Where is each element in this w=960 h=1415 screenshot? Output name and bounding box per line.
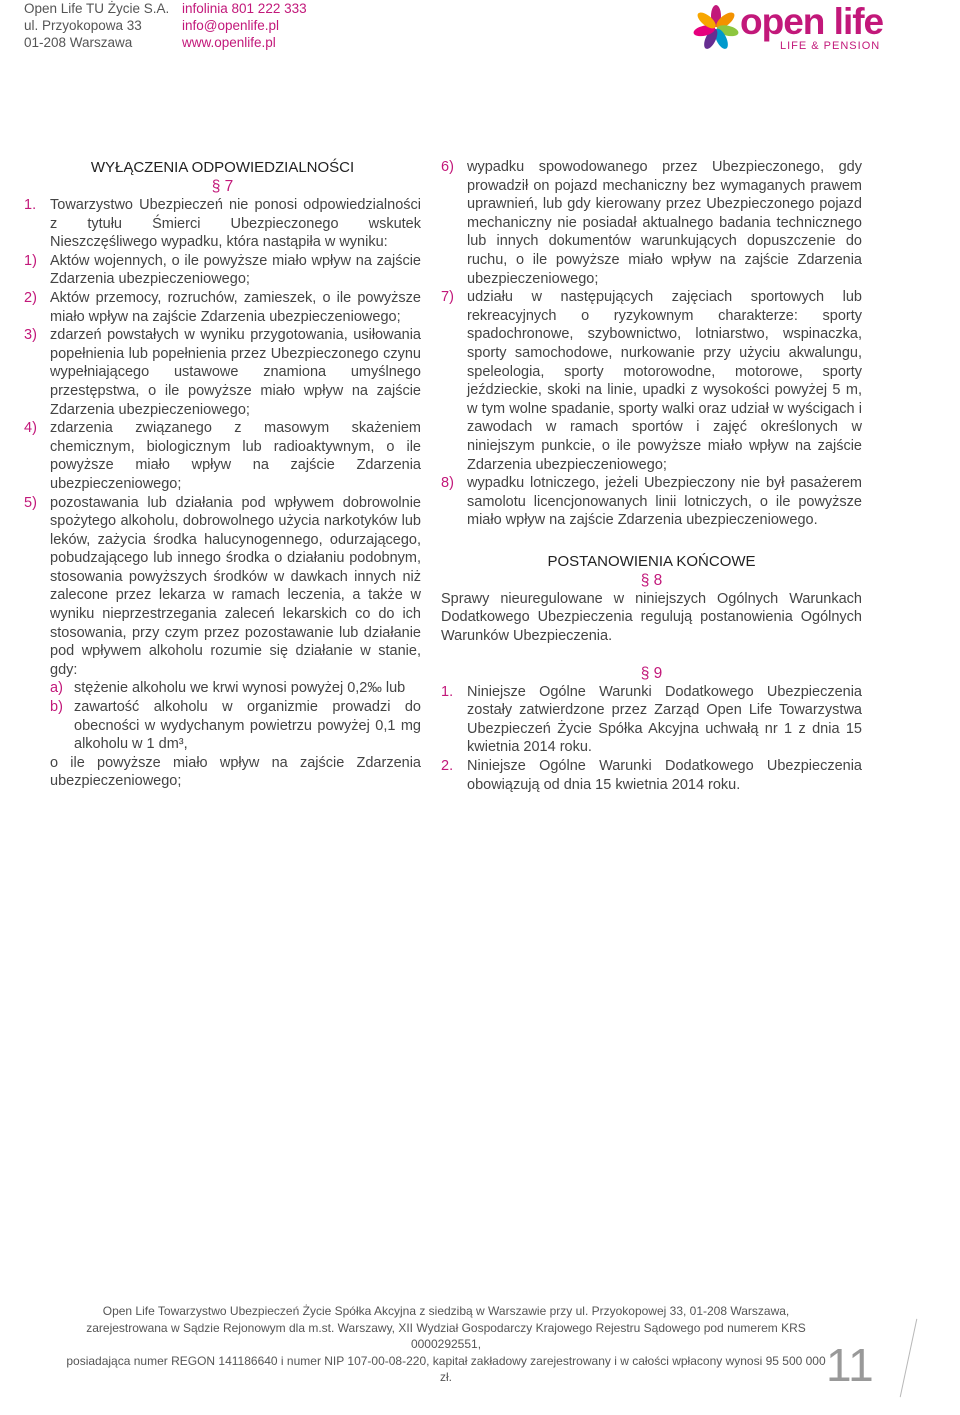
sub-item-text: zawartość alkoholu w organizmie prowadzi do obecności w wydychanym powietrzu powyżej 0,1 mg alkoholu w 1 dm³,: [74, 699, 421, 753]
page-number: 11: [826, 1339, 874, 1391]
item-text: wypadku spowodowanego przez Ubezpieczonego, gdy prowadził on pojazd mechaniczny bez wymaganych prawem uprawnień, lub gdy kierowany przez Ubezpieczonego pojazd mechaniczny nie posiadał aktualnego badania technicznego lub innych dokumentów warunkujących dopuszczenie do ruchu, o ile powyższe miało wpływ na zajście Zdarzenia ubezpieczeniowego;: [467, 159, 862, 287]
sub-item-b: [24, 698, 421, 754]
logo-wordmark: open life: [740, 1, 884, 42]
item-text: Aktów wojennych, o ile powyższe miało wpływ na zajście Zdarzenia ubezpieczeniowego;: [50, 252, 421, 288]
exclusion-item-4: [24, 419, 421, 493]
exclusion-item-1: [24, 252, 421, 289]
exclusion-item-8: [441, 474, 862, 530]
company-address: [24, 0, 169, 51]
item-number: 2.: [441, 758, 454, 775]
right-column: [441, 158, 862, 794]
hotline: infolinia 801 222 333: [182, 1, 307, 16]
exclusion-item-5: [24, 494, 421, 680]
item-5-tail: o ile powyższe miało wpływ na zajście Zdarzenia ubezpieczeniowego;: [50, 754, 421, 790]
sub-item-a: [24, 679, 421, 698]
item-number: 6): [441, 159, 454, 175]
exclusion-item-6: [441, 158, 862, 288]
item-number: 1): [24, 252, 37, 269]
item-text: Niniejsze Ogólne Warunki Dodatkowego Ubezpieczenia obowiązują od dnia 15 kwietnia 2014 roku.: [467, 758, 862, 793]
item-number: 3): [24, 327, 37, 344]
paragraph-1-number: 1.: [24, 197, 37, 213]
footer-line-3: posiadająca numer REGON 141186640 i numer NIP 107-00-08-220, kapitał zakładowy zarejestrowany i w całości wpłacony wynosi 95 500 000 zł.: [66, 1353, 826, 1385]
sub-item-text: stężenie alkoholu we krwi wynosi powyżej 0,2‰ lub: [74, 680, 406, 697]
logo-subtitle: LIFE & PENSION: [780, 40, 881, 52]
legal-footer: [66, 1303, 826, 1386]
paragraph-1: [24, 196, 421, 252]
item-text: Niniejsze Ogólne Warunki Dodatkowego Ubezpieczenia zostały zatwierdzone przez Zarząd Open Life Towarzystwa Ubezpieczeń Życie Spółka Akcyjna uchwałą nr 1 z dnia 15 kwietnia 2014 roku.: [467, 683, 862, 756]
footer-line-2: zarejestrowana w Sądzie Rejonowym dla m.st. Warszawy, XII Wydział Gospodarczy Krajowego Rejestru Sądowego pod numerem KRS 0000292551,: [86, 1320, 806, 1352]
item-text: zdarzeń powstałych w wyniku przygotowania, usiłowania popełnienia lub popełnienia przez Ubezpieczonego czynu wypełniającego ustawowe znamiona umyślnego przestępstwa, o ile powyższe miało wpływ na zajście Zdarzenia ubezpieczeniowego;: [50, 327, 421, 418]
company-city: 01-208 Warszawa: [24, 35, 133, 50]
paragraph-1-text: Towarzystwo Ubezpieczeń nie ponosi odpowiedzialności z tytułu Śmierci Ubezpieczonego wskutek Nieszczęśliwego wypadku, która nastąpiła w wyniku:: [50, 197, 421, 251]
company-street: ul. Przyokopowa 33: [24, 18, 142, 33]
item-number: 5): [24, 494, 37, 511]
section-9-item-2: [441, 757, 862, 794]
item-text: udziału w następujących zajęciach sportowych lub rekreacyjnych o ryzykownym charakterze: sporty spadochronowe, szybownictwo, lotniarstwo, wspinaczka, sporty samochodowe, nurkowanie przy użyciu akwalungu, speleologia, sporty motorowodne, motorowe, sporty jeździeckie, skoki na linie, upadki z wysokości powyżej 5 m, w tym wolne spadanie, sporty walki oraz udział w wyścigach i zawodach w ramach sportów i zajęć określonych w niniejszym punkcie, o ile powyższe miało wpływ na zajście Zdarzenia ubezpieczeniowego;: [467, 289, 862, 473]
website-link[interactable]: www.openlife.pl: [182, 35, 276, 50]
sub-item-letter: b): [50, 699, 63, 716]
left-column: [24, 158, 421, 791]
exclusion-item-2: [24, 289, 421, 326]
item-number: 2): [24, 289, 37, 306]
section-8-text: Sprawy nieuregulowane w niniejszych Ogólnych Warunkach Dodatkowego Ubezpieczenia regulują postanowienia Ogólnych Warunków Ubezpieczenia.: [441, 590, 862, 645]
item-text: pozostawania lub działania pod wpływem dobrowolnie spożytego alkoholu, dobrowolnego użycia narkotyków lub leków, zażycia środka halucynogennego, odurzającego, pobudzającego lub innego środka o działaniu podobnym, stosowania powyższych środków w dawkach innych niż zalecone przez lekarza w ramach leczenia, a także w wyniku nieprzestrzegania zaleceń lekarskich co do ich stosowania, przy czym przez pozostawanie lub działanie pod wpływem alkoholu rozumie się działanie w stanie, gdy:: [50, 494, 421, 678]
footer-line-1: Open Life Towarzystwo Ubezpieczeń Życie Spółka Akcyjna z siedzibą w Warszawie przy ul. Przyokopowej 33, 01-208 Warszawa,: [102, 1304, 790, 1318]
item-text: Aktów przemocy, rozruchów, zamieszek, o ile powyższe miało wpływ na zajście Zdarzenia ubezpieczeniowego;: [50, 289, 421, 325]
open-life-logo: [692, 0, 882, 56]
exclusion-item-3: [24, 326, 421, 419]
page-number-divider: [900, 1319, 918, 1397]
item-number: 4): [24, 420, 37, 437]
item-text: zdarzenia związanego z masowym skażeniem chemicznym, biologicznym lub radioaktywnym, o ile powyższe miało wpływ na zajście Zdarzenia ubezpieczeniowego;: [50, 420, 421, 492]
section-7: § 7: [211, 178, 234, 195]
item-number: 8): [441, 475, 454, 492]
section-9-item-1: [441, 683, 862, 757]
company-name: Open Life TU Życie S.A.: [24, 1, 170, 16]
item-text: wypadku lotniczego, jeżeli Ubezpieczony nie był pasażerem samolotu licencjonowanych linii lotniczych, o ile powyższe miało wpływ na zajście Zdarzenia ubezpieczeniowego.: [467, 475, 862, 529]
flower-logo-icon: [692, 4, 740, 54]
item-number: 1.: [441, 683, 454, 700]
company-contact: [182, 0, 307, 51]
item-number: 7): [441, 289, 454, 306]
section-8: § 8: [640, 571, 663, 589]
final-provisions-heading: POSTANOWIENIA KOŃCOWE: [547, 552, 756, 570]
exclusion-item-7: [441, 288, 862, 474]
section-9: § 9: [640, 664, 663, 682]
exclusions-heading: WYŁĄCZENIA ODPOWIEDZIALNOŚCI: [90, 159, 355, 176]
email-link[interactable]: info@openlife.pl: [182, 18, 280, 33]
sub-item-letter: a): [50, 680, 63, 697]
